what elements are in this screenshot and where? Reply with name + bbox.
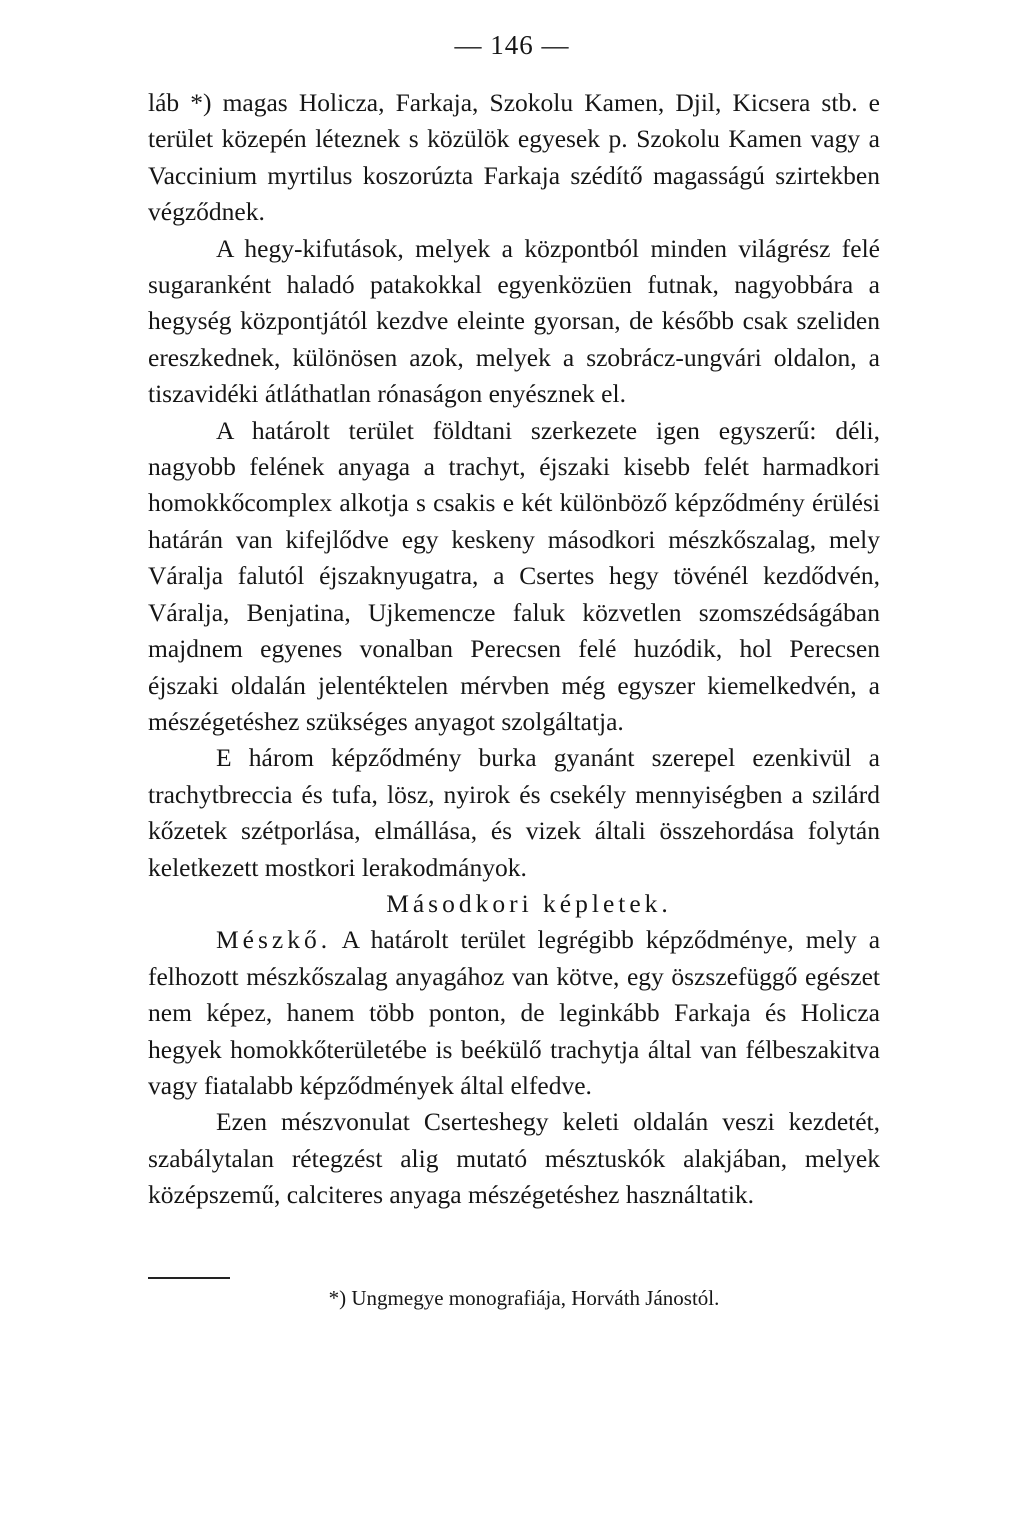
meszko-text: A határolt terület legrégibb képződménye, mely a felhozott mészkőszalag anyagához van kötve, egy öszszefüggő egészet nem képez, hanem több ponton, de leginkább Farkaja és Holicza hegyek homokkőterületébe is beékülő trachytja által van félbeszakitva vagy fiatalabb képződmények által elfedve. xyxy=(148,925,881,1100)
meszko-lead: Mészkő. xyxy=(216,925,332,955)
paragraph-harom-kepzodmeny: E három képződmény burka gyanánt szerepel ezenkivül a trachytbreccia és tufa, lösz, nyirok és csekély mennyiségben a szilárd kőzetek szétporlása, elmállása, és vizek általi összehordása folytán keletkezett mostkori lerakodmányok. xyxy=(148,743,880,882)
paragraph-hegy-kifutasok: A hegy-kifutások, melyek a központból minden világrész felé sugaranként haladó patakokkal egyenközüen futnak, nagyobbára a hegység központjától kezdve eleinte gyorsan, de később csak szeliden ereszkednek, különösen azok, melyek a szobrácz-ungvári oldalon, a tiszavidéki átláthatlan rónaságon enyésznek el. xyxy=(148,233,880,409)
paragraph-meszvonulat: Ezen mészvonulat Cserteshegy keleti oldalán veszi kezdetét, szabálytalan rétegzést alig mutató mésztuskók alakjában, melyek középszemű, calciteres anyaga mészégetéshez használtatik. xyxy=(148,1107,880,1210)
body-text xyxy=(148,85,880,1214)
paragraph-foldtani-szerkezet: A határolt terület földtani szerkezete igen egyszerű: déli, nagyobb felének anyaga a trachyt, éjszaki kisebb felét harmadkori homokkőcomplex alkotja s csakis e két különböző képződmény érülési határán van kifejlődve egy keskeny másodkori mészkőszalag, mely Váralja falutól éjszaknyugatra, a Csertes hegy tövénél kezdődvén, Váralja, Benjatina, Ujkemencze faluk közvetlen szomszédságában majdnem egyenes vonalban Perecsen felé huzódik, hol Perecsen éjszaki oldalán jelentéktelen mérvben még egyszer kiemelkedvén, a mészégetéshez szükséges anyagot szolgáltatja. xyxy=(148,415,880,736)
paragraph-continuation: láb *) magas Holicza, Farkaja, Szokolu Kamen, Djil, Kicsera stb. e terület közepén léteznek s közülök egyesek p. Szokolu Kamen vagy a Vaccinium myrtilus koszorúzta Farkaja szédítő magasságú szirtekben végződnek. xyxy=(148,88,880,227)
footnote-divider xyxy=(148,1277,230,1279)
page-number: — 146 — xyxy=(454,30,570,60)
section-heading: Másodkori képletek. xyxy=(386,888,672,918)
footnote: *) Ungmegye monografiája, Horváth Jánostól. xyxy=(328,1286,720,1310)
paragraph-meszko xyxy=(148,922,880,1104)
